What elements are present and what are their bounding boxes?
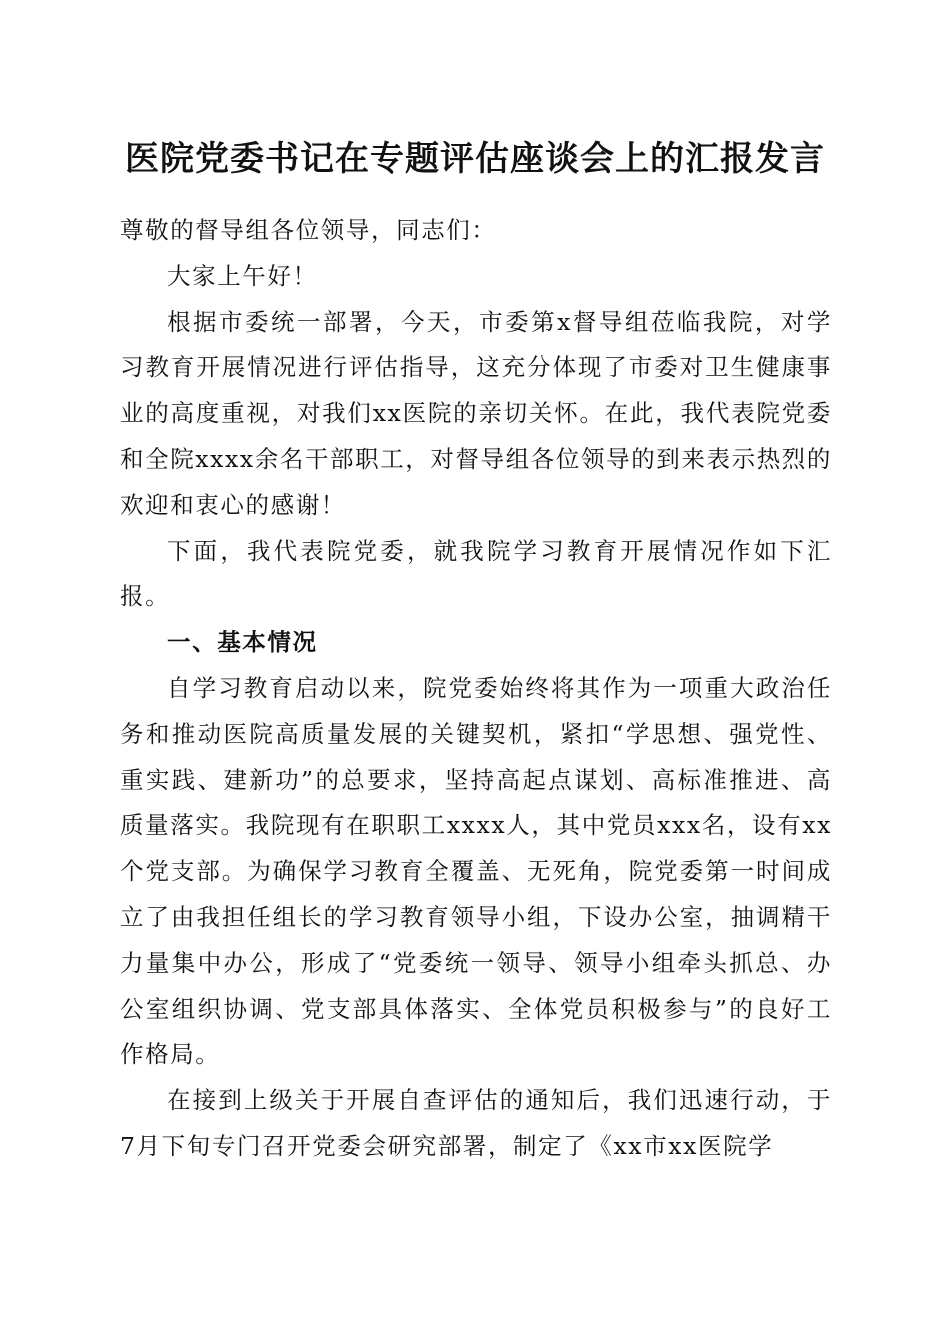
paragraph: 根据市委统一部署，今天，市委第x督导组莅临我院，对学习教育开展情况进行评估指导，这充分体现了市委对卫生健康事业的高度重视，对我们xx医院的亲切关怀。在此，我代表院党委和全院xxxx余名干部职工，对督导组各位领导的到来表示热烈的欢迎和衷心的感谢！ (120, 307, 833, 519)
section-heading: 一、基本情况 (167, 628, 318, 657)
paragraph: 自学习教育启动以来，院党委始终将其作为一项重大政治任务和推动医院高质量发展的关键契机，紧扣“学思想、强党性、重实践、建新功”的总要求，坚持高起点谋划、高标准推进、高质量落实。我院现有在职职工xxxx人，其中党员xxx名，设有xx个党支部。为确保学习教育全覆盖、无死角，院党委第一时间成立了由我担任组长的学习教育领导小组，下设办公室，抽调精干力量集中办公，形成了“党委统一领导、领导小组牵头抓总、办公室组织协调、党支部具体落实、全体党员积极参与”的良好工作格局。 (120, 673, 832, 1069)
document-title: 医院党委书记在专题评估座谈会上的汇报发言 (125, 139, 825, 179)
document-body (120, 208, 832, 1170)
greeting: 大家上午好！ (167, 261, 318, 290)
salutation: 尊敬的督导组各位领导，同志们： (120, 216, 497, 244)
paragraph: 在接到上级关于开展自查评估的通知后，我们迅速行动，于7月下旬专门召开党委会研究部署，制定了《xx市xx医院学 (120, 1086, 832, 1160)
paragraph: 下面，我代表院党委，就我院学习教育开展情况作如下汇报。 (120, 536, 832, 611)
